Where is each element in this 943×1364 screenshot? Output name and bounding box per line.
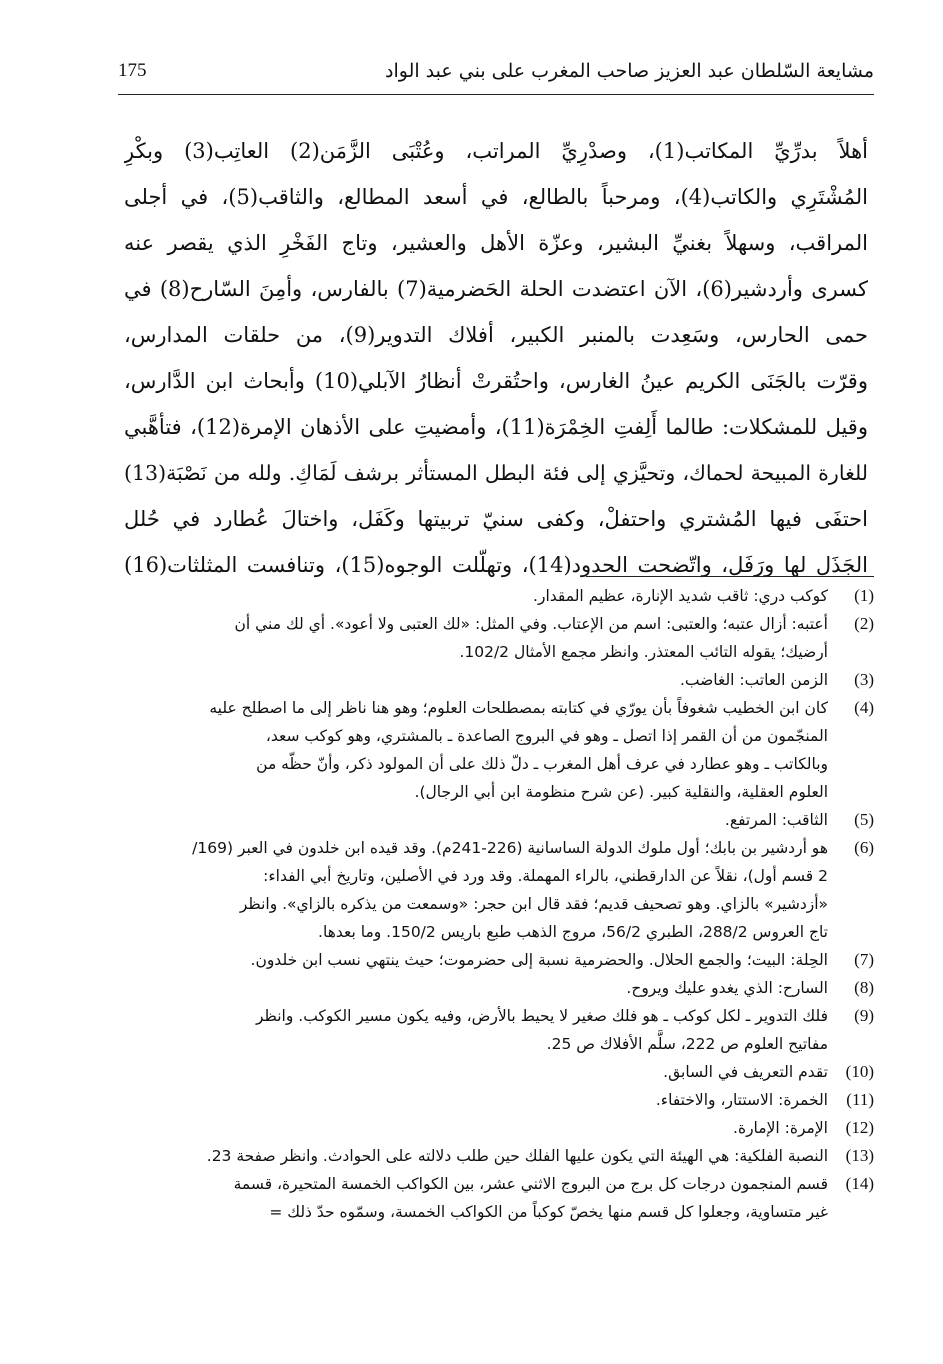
footnote-text (122, 806, 828, 834)
footnote-number: (10) (845, 1062, 874, 1081)
main-text-line: الجَذَل لها ورَفَل، واتّضحت الحدود(14)، وتهلّلت الوجوه(15)، وتنافست المثلثات(16) (124, 553, 868, 577)
footnote (122, 946, 874, 974)
main-text-line: للغارة المبيحة لحماك، وتحيَّزي إلى فئة البطل المستأثر برشف لَمَاكِ. ولله من نَصْبَة(13) (124, 461, 868, 485)
running-title: مشايعة السّلطان عبد العزيز صاحب المغرب على بني عبد الواد (385, 60, 874, 82)
footnote (122, 1002, 874, 1058)
footnote-number: (12) (845, 1118, 874, 1137)
footnote (122, 834, 874, 946)
footnote-text (122, 666, 828, 694)
footnote-text (122, 1002, 828, 1058)
footnote-number: (1) (854, 586, 874, 605)
footnote (122, 1114, 874, 1142)
footnote-number: (13) (845, 1146, 874, 1165)
footnote-text (122, 974, 828, 1002)
footnote-line: «أزدشير» بالزاي. وهو تصحيف قديم؛ فقد قال ابن حجر: «وسمعت من يذكره بالزاي». وانظر (239, 895, 828, 913)
footnote-line: فلك التدوير ـ لكل كوكب ـ هو فلك صغير لا يحيط بالأرض، وفيه يكون مسير الكوكب. وانظر (255, 1007, 828, 1025)
footnote-line: العلوم العقلية، والنقلية كبير. (عن شرح منظومة ابن أبي الرجال). (414, 783, 828, 801)
footnote-number: (6) (854, 838, 874, 857)
footnote-line: الزمن العاتب: الغاضب. (679, 671, 828, 689)
footnote-number: (11) (846, 1090, 874, 1109)
footnote-text (122, 610, 828, 666)
footnote-line: هو أردشير بن بابك؛ أول ملوك الدولة الساسانية (226-241م). وقد قيده ابن خلدون في العبر (169/ (192, 839, 828, 857)
footnote-line: المنجّمون من أن القمر إذا اتصل ـ وهو في البروج الصاعدة ـ بالمشتري، وهو كوكب سعد، (265, 727, 828, 745)
main-text-block (124, 128, 868, 588)
footnote-line: غير متساوية، وجعلوا كل قسم منها يخصّ كوكباً من الكواكب الخمسة، وسمّوه حدّ ذلك = (269, 1203, 828, 1221)
footnote-line: الإمرة: الإمارة. (733, 1119, 828, 1137)
main-text-line: المراقب، وسهلاً بغنيِّ البشير، وعزّة الأهل والعشير، وتاج الفَخْرِ الذي يقصر عنه (124, 231, 868, 255)
header-rule (118, 94, 874, 95)
footnote-line: تقدم التعريف في السابق. (663, 1063, 828, 1081)
page-header (118, 56, 874, 92)
main-text-line: المُشْتَرِي والكاتب(4)، ومرحباً بالطالع، في أسعد المطالع، والثاقب(5)، في أجلى (124, 185, 868, 209)
footnote-separator (586, 576, 874, 577)
footnote-number: (8) (854, 978, 874, 997)
footnote (122, 1170, 874, 1226)
footnote (122, 974, 874, 1002)
footnote-number: (14) (845, 1174, 874, 1193)
main-text-line: كسرى وأردشير(6)، الآن اعتضدت الحلة الحَضرمية(7) بالفارس، وأمِنَ السّارح(8) في (124, 277, 868, 301)
main-text-line: أهلاً بدرِّيِّ المكاتب(1)، وصدْرِيِّ المراتب، وعُتْبَى الزَّمَن(2) العاتِب(3) وبكْرِ (124, 139, 868, 163)
footnote-line: مفاتيح العلوم ص 222، سلَّم الأفلاك ص 25. (546, 1035, 828, 1053)
footnote-line: تاج العروس 288/2، الطبري 56/2، مروج الذهب طبع باريس 150/2. وما بعدها. (318, 923, 828, 941)
footnote-line: الخمرة: الاستتار، والاختفاء. (655, 1091, 828, 1109)
footnote-text (122, 1170, 828, 1226)
footnote-line: كوكب دري: ثاقب شديد الإنارة، عظيم المقدار. (533, 587, 828, 605)
footnote-text (122, 834, 828, 946)
footnote-number: (5) (854, 810, 874, 829)
footnote-line: الحِلة: البيت؛ والجمع الحلال. والحضرمية نسبة إلى حضرموت؛ حيث ينتهي نسب ابن خلدون. (250, 951, 828, 969)
footnote-text (122, 694, 828, 806)
footnote-text (122, 582, 828, 610)
footnote (122, 666, 874, 694)
footnote-number: (3) (854, 670, 874, 689)
footnote (122, 694, 874, 806)
footnote-number: (2) (854, 614, 874, 633)
footnote (122, 582, 874, 610)
footnote-text (122, 1142, 828, 1170)
footnote-line: كان ابن الخطيب شغوفاً بأن يورّي في كتابته بمصطلحات العلوم؛ وهو هنا ناظر إلى ما اصطلح عليه (209, 699, 828, 717)
footnotes-block (122, 582, 874, 1226)
main-text-line: حمى الحارس، وسَعِدت بالمنبر الكبير، أفلاك التدوير(9)، من حلقات المدارس، (124, 323, 868, 347)
footnote-number: (9) (854, 1006, 874, 1025)
footnote-line: السارح: الذي يغدو عليك ويروح. (626, 979, 828, 997)
footnote (122, 1086, 874, 1114)
footnote-text (122, 1114, 828, 1142)
footnote (122, 1142, 874, 1170)
footnote-text (122, 946, 828, 974)
footnote-line: وبالكاتب ـ وهو عطارد في عرف أهل المغرب ـ دلّ ذلك على أن المولود ذكر، وأنّ حظّه من (256, 755, 828, 773)
page-number: 175 (118, 60, 147, 81)
main-text-line: وقرّت بالجَنَى الكريم عينُ الغارس، واحتُقرتْ أنظارُ الآبلي(10) وأبحاث ابن الدَّارس، (124, 369, 868, 393)
footnote-line: 2 قسم أول)، نقلاً عن الدارقطني، بالراء المهملة. وقد ورد في الأصلين، وتاريخ أبي الفداء: (263, 867, 828, 885)
footnote-line: أرضيك؛ يقوله التائب المعتذر. وانظر مجمع الأمثال 102/2. (459, 643, 828, 661)
main-text-line: احتفَى فيها المُشتري واحتفلْ، وكفى سنيّ تربيتها وكَفَل، واختالَ عُطارد في حُلل (124, 507, 868, 531)
footnote (122, 806, 874, 834)
footnote (122, 1058, 874, 1086)
main-text-line: وقيل للمشكلات: طالما أَلِفتِ الخِمْرَة(11)، وأمضيتِ على الأذهان الإمرة(12)، فتأهَّبي (124, 415, 868, 439)
footnote-line: قسم المنجمون درجات كل برج من البروج الاثني عشر، بين الكواكب الخمسة المتحيرة، قسمة (233, 1175, 828, 1193)
footnote-text (122, 1086, 828, 1114)
footnote-line: النصبة الفلكية: هي الهيئة التي يكون عليها الفلك حين طلب دلالته على الحوادث. وانظر صفحة 23. (206, 1147, 828, 1165)
footnote-number: (4) (854, 698, 874, 717)
footnote-number: (7) (854, 950, 874, 969)
footnote-line: الثاقب: المرتفع. (724, 811, 828, 829)
footnote-line: أعتبه: أزال عتبه؛ والعتبى: اسم من الإعتاب. وفي المثل: «لك العتبى ولا أعود». أي لك مني أن (234, 615, 828, 633)
footnote (122, 610, 874, 666)
footnote-text (122, 1058, 828, 1086)
